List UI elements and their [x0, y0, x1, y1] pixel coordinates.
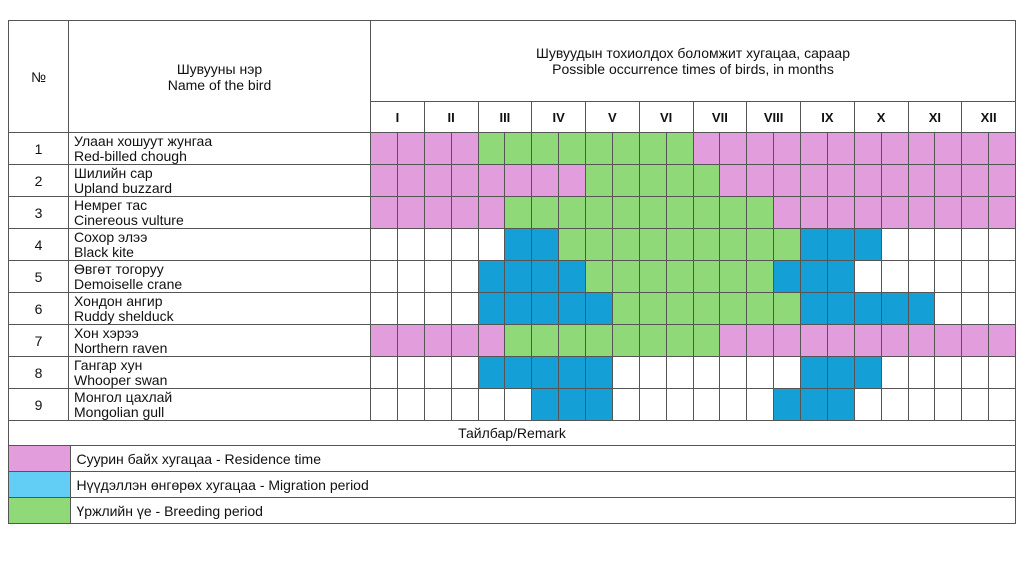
occurrence-cell	[747, 261, 774, 293]
occurrence-cell	[747, 357, 774, 389]
occurrence-cell	[827, 229, 854, 261]
occurrence-cell	[639, 229, 666, 261]
occurrence-cell	[451, 229, 478, 261]
occurrence-cell	[774, 229, 801, 261]
occurrence-cell	[854, 293, 881, 325]
bird-number: 3	[9, 197, 69, 229]
occurrence-cell	[612, 133, 639, 165]
occurrence-cell	[908, 229, 935, 261]
occurrence-cell	[666, 261, 693, 293]
occurrence-cell	[478, 261, 505, 293]
occurrence-cell	[559, 197, 586, 229]
occurrence-cell	[371, 293, 398, 325]
occurrence-cell	[720, 357, 747, 389]
occurrence-cell	[720, 325, 747, 357]
occurrence-cell	[451, 197, 478, 229]
occurrence-cell	[586, 325, 613, 357]
bird-name-en: Mongolian gull	[74, 403, 165, 420]
bird-name-en: Northern raven	[74, 339, 168, 356]
occurrence-cell	[962, 133, 989, 165]
occurrence-cell	[801, 197, 828, 229]
occurrence-cell	[505, 357, 532, 389]
occurrence-cell	[962, 325, 989, 357]
occurrence-cell	[371, 133, 398, 165]
occurrence-cell	[451, 389, 478, 421]
bird-row	[9, 229, 1016, 261]
occurrence-cell	[532, 165, 559, 197]
occurrence-cell	[693, 325, 720, 357]
occurrence-cell	[962, 165, 989, 197]
occurrence-cell	[989, 165, 1016, 197]
occurrence-cell	[881, 165, 908, 197]
occurrence-cell	[747, 197, 774, 229]
occurrence-cell	[397, 133, 424, 165]
occurrence-cell	[397, 229, 424, 261]
bird-row	[9, 133, 1016, 165]
bird-name-mn: Немрег тас	[74, 196, 148, 213]
bird-row	[9, 389, 1016, 421]
bird-name-mn: Гангар хун	[74, 356, 143, 373]
month-header: X	[854, 102, 908, 133]
occurrence-cell	[774, 197, 801, 229]
occurrence-cell	[612, 325, 639, 357]
occurrence-cell	[666, 197, 693, 229]
occurrence-cell	[935, 293, 962, 325]
occurrence-cell	[854, 389, 881, 421]
occurrence-cell	[612, 293, 639, 325]
occurrence-cell	[612, 229, 639, 261]
occurrence-cell	[801, 261, 828, 293]
occurrence-cell	[505, 197, 532, 229]
bird-name-header: Шувууны нэр Name of the bird	[69, 21, 371, 133]
occurrence-cell	[612, 197, 639, 229]
bird-name	[69, 325, 371, 357]
bird-row	[9, 357, 1016, 389]
occurrence-cell	[827, 197, 854, 229]
bird-row	[9, 325, 1016, 357]
occurrence-cell	[612, 389, 639, 421]
occurrence-cell	[478, 229, 505, 261]
occurrence-cell	[827, 261, 854, 293]
occurrence-cell	[774, 261, 801, 293]
occurrence-cell	[827, 357, 854, 389]
occurrence-cell	[774, 389, 801, 421]
occurrence-cell	[639, 389, 666, 421]
occurrence-cell	[935, 389, 962, 421]
occurrence-cell	[774, 133, 801, 165]
month-header: VIII	[747, 102, 801, 133]
occurrence-cell	[693, 261, 720, 293]
remark-title: Тайлбар/Remark	[9, 421, 1016, 446]
occurrence-cell	[854, 261, 881, 293]
occurrence-cell	[559, 293, 586, 325]
occurrence-cell	[854, 133, 881, 165]
month-header: XII	[962, 102, 1016, 133]
occurrence-cell	[881, 357, 908, 389]
occurrence-cell	[666, 325, 693, 357]
bird-number: 9	[9, 389, 69, 421]
occurrence-cell	[478, 133, 505, 165]
occurrence-cell	[451, 261, 478, 293]
occurrence-cell	[881, 293, 908, 325]
occurrence-cell	[559, 357, 586, 389]
occurrence-cell	[989, 261, 1016, 293]
occurrence-cell	[532, 389, 559, 421]
occurrence-cell	[424, 229, 451, 261]
bird-name-en: Black kite	[74, 243, 134, 260]
occurrence-cell	[451, 325, 478, 357]
bird-row	[9, 165, 1016, 197]
occurrence-cell	[505, 229, 532, 261]
bird-number: 1	[9, 133, 69, 165]
occurrence-cell	[371, 165, 398, 197]
bird-row	[9, 261, 1016, 293]
occurrence-cell	[747, 389, 774, 421]
occurrence-cell	[801, 389, 828, 421]
occurrence-cell	[962, 197, 989, 229]
occurrence-cell	[747, 229, 774, 261]
occurrence-cell	[639, 261, 666, 293]
occurrence-cell	[478, 293, 505, 325]
occurrence-cell	[559, 325, 586, 357]
occurrence-cell	[559, 261, 586, 293]
occurrence-cell	[505, 261, 532, 293]
occurrence-cell	[720, 389, 747, 421]
occurrence-cell	[962, 389, 989, 421]
month-header: IV	[532, 102, 586, 133]
occurrence-cell	[801, 133, 828, 165]
occurrence-cell	[424, 133, 451, 165]
occurrence-cell	[962, 293, 989, 325]
occurrence-cell	[371, 325, 398, 357]
occurrence-cell	[424, 325, 451, 357]
occurrence-cell	[908, 165, 935, 197]
occurrence-cell	[586, 293, 613, 325]
occurrence-cell	[720, 229, 747, 261]
bird-name	[69, 197, 371, 229]
occurrence-cell	[559, 229, 586, 261]
occurrence-cell	[532, 325, 559, 357]
occurrence-cell	[532, 293, 559, 325]
occurrence-cell	[397, 197, 424, 229]
bird-name	[69, 133, 371, 165]
occurrence-cell	[505, 389, 532, 421]
bird-number: 2	[9, 165, 69, 197]
occurrence-cell	[774, 293, 801, 325]
occurrence-cell	[559, 165, 586, 197]
occurrence-cell	[935, 229, 962, 261]
occurrence-cell	[505, 293, 532, 325]
occurrence-cell	[989, 229, 1016, 261]
legend-swatch-breeding	[9, 498, 70, 523]
bird-number: 5	[9, 261, 69, 293]
month-header: VI	[639, 102, 693, 133]
occurrence-cell	[371, 389, 398, 421]
occurrence-cell	[720, 165, 747, 197]
occurrence-cell	[881, 389, 908, 421]
bird-name-mn: Шилийн сар	[74, 164, 153, 181]
occurrence-cell	[747, 133, 774, 165]
occurrence-cell	[424, 389, 451, 421]
legend-swatch-migration	[9, 472, 70, 497]
occurrence-cell	[989, 325, 1016, 357]
occurrence-cell	[424, 293, 451, 325]
occurrence-cell	[666, 293, 693, 325]
occurrence-cell	[639, 325, 666, 357]
occurrence-cell	[397, 165, 424, 197]
occurrence-cell	[639, 197, 666, 229]
occurrence-cell	[747, 325, 774, 357]
occurrence-cell	[720, 261, 747, 293]
occurrence-cell	[935, 197, 962, 229]
occurrence-cell	[854, 357, 881, 389]
bird-name-mn: Монгол цахлай	[74, 388, 173, 405]
bird-name-mn: Хондон ангир	[74, 292, 163, 309]
occurrence-cell	[532, 229, 559, 261]
occurrence-cell	[908, 325, 935, 357]
occurrence-cell	[586, 165, 613, 197]
bird-name-mn: Сохор элээ	[74, 228, 148, 245]
occurrence-cell	[989, 357, 1016, 389]
occurrence-cell	[720, 133, 747, 165]
occurrence-cell	[639, 293, 666, 325]
occurrence-cell	[747, 293, 774, 325]
occurrence-cell	[532, 133, 559, 165]
month-header: XI	[908, 102, 962, 133]
occurrence-cell	[586, 197, 613, 229]
occurrence-cell	[774, 325, 801, 357]
bird-name	[69, 357, 371, 389]
month-header: VII	[693, 102, 747, 133]
bird-number: 8	[9, 357, 69, 389]
occurrence-cell	[586, 229, 613, 261]
occurrence-cell	[854, 325, 881, 357]
occurrence-cell	[720, 197, 747, 229]
occurrence-cell	[505, 165, 532, 197]
occurrence-period-header: Шувуудын тохиолдох боломжит хугацаа, сараар Possible occurrence times of birds, in months	[371, 21, 1016, 102]
occurrence-cell	[827, 133, 854, 165]
legend-label-migration: Нүүдэллэн өнгөрөх хугацаа - Migration period	[76, 476, 369, 493]
occurrence-cell	[908, 197, 935, 229]
occurrence-cell	[639, 357, 666, 389]
occurrence-cell	[935, 133, 962, 165]
occurrence-cell	[612, 357, 639, 389]
occurrence-cell	[424, 357, 451, 389]
occurrence-cell	[881, 197, 908, 229]
occurrence-cell	[962, 229, 989, 261]
occurrence-cell	[801, 229, 828, 261]
occurrence-cell	[908, 293, 935, 325]
occurrence-cell	[693, 165, 720, 197]
occurrence-cell	[397, 261, 424, 293]
occurrence-cell	[827, 325, 854, 357]
occurrence-cell	[586, 357, 613, 389]
occurrence-cell	[397, 293, 424, 325]
bird-name-en: Cinereous vulture	[74, 211, 184, 228]
occurrence-cell	[666, 165, 693, 197]
occurrence-cell	[854, 165, 881, 197]
occurrence-cell	[854, 229, 881, 261]
occurrence-cell	[478, 325, 505, 357]
occurrence-cell	[532, 261, 559, 293]
occurrence-cell	[693, 133, 720, 165]
occurrence-cell	[371, 229, 398, 261]
occurrence-cell	[935, 357, 962, 389]
occurrence-cell	[666, 389, 693, 421]
bird-name-en: Demoiselle crane	[74, 275, 183, 292]
occurrence-cell	[989, 389, 1016, 421]
occurrence-cell	[424, 165, 451, 197]
occurrence-cell	[801, 357, 828, 389]
occurrence-cell	[451, 293, 478, 325]
occurrence-cell	[559, 389, 586, 421]
month-header: I	[371, 102, 425, 133]
occurrence-cell	[693, 229, 720, 261]
bird-name-en: Upland buzzard	[74, 179, 173, 196]
occurrence-cell	[612, 165, 639, 197]
bird-name	[69, 229, 371, 261]
occurrence-cell	[451, 165, 478, 197]
occurrence-cell	[801, 165, 828, 197]
occurrence-cell	[774, 357, 801, 389]
occurrence-cell	[586, 389, 613, 421]
occurrence-cell	[451, 357, 478, 389]
occurrence-cell	[935, 261, 962, 293]
occurrence-cell	[962, 261, 989, 293]
occurrence-cell	[693, 293, 720, 325]
occurrence-cell	[666, 357, 693, 389]
occurrence-cell	[962, 357, 989, 389]
bird-calendar-table	[8, 20, 1015, 524]
occurrence-cell	[424, 261, 451, 293]
month-header: II	[424, 102, 478, 133]
occurrence-cell	[827, 165, 854, 197]
occurrence-cell	[827, 389, 854, 421]
occurrence-cell	[881, 325, 908, 357]
occurrence-cell	[693, 197, 720, 229]
occurrence-cell	[693, 357, 720, 389]
bird-name-mn: Өвгөт тогоруу	[74, 260, 164, 277]
occurrence-cell	[612, 261, 639, 293]
bird-name	[69, 293, 371, 325]
occurrence-cell	[801, 325, 828, 357]
occurrence-cell	[505, 325, 532, 357]
occurrence-cell	[801, 293, 828, 325]
bird-name	[69, 389, 371, 421]
occurrence-cell	[989, 133, 1016, 165]
bird-number: 4	[9, 229, 69, 261]
occurrence-cell	[908, 133, 935, 165]
bird-name-en: Whooper swan	[74, 371, 168, 388]
occurrence-cell	[451, 133, 478, 165]
occurrence-cell	[478, 389, 505, 421]
month-header: III	[478, 102, 532, 133]
occurrence-cell	[586, 133, 613, 165]
occurrence-cell	[908, 389, 935, 421]
month-header: IX	[801, 102, 855, 133]
occurrence-cell	[505, 133, 532, 165]
bird-row	[9, 197, 1016, 229]
occurrence-cell	[908, 357, 935, 389]
bird-number: 7	[9, 325, 69, 357]
occurrence-cell	[371, 357, 398, 389]
occurrence-cell	[989, 197, 1016, 229]
occurrence-cell	[397, 389, 424, 421]
occurrence-cell	[881, 261, 908, 293]
occurrence-cell	[827, 293, 854, 325]
occurrence-cell	[532, 357, 559, 389]
occurrence-cell	[559, 133, 586, 165]
occurrence-cell	[478, 357, 505, 389]
occurrence-cell	[989, 293, 1016, 325]
bird-name-en: Red-billed chough	[74, 147, 187, 164]
occurrence-cell	[397, 325, 424, 357]
occurrence-cell	[935, 165, 962, 197]
occurrence-cell	[666, 229, 693, 261]
legend-label-residence: Суурин байх хугацаа - Residence time	[76, 450, 321, 467]
number-header: №	[9, 21, 69, 133]
occurrence-cell	[881, 133, 908, 165]
bird-number: 6	[9, 293, 69, 325]
occurrence-cell	[693, 389, 720, 421]
occurrence-cell	[881, 229, 908, 261]
legend-label-breeding: Үржлийн үе - Breeding period	[76, 502, 263, 519]
occurrence-cell	[908, 261, 935, 293]
occurrence-cell	[478, 197, 505, 229]
occurrence-cell	[532, 197, 559, 229]
occurrence-cell	[397, 357, 424, 389]
bird-row	[9, 293, 1016, 325]
occurrence-cell	[747, 165, 774, 197]
bird-name	[69, 165, 371, 197]
occurrence-cell	[424, 197, 451, 229]
occurrence-cell	[639, 165, 666, 197]
occurrence-cell	[935, 325, 962, 357]
occurrence-cell	[720, 293, 747, 325]
legend-swatch-residence	[9, 446, 70, 471]
occurrence-cell	[774, 165, 801, 197]
occurrence-cell	[586, 261, 613, 293]
bird-name-mn: Хон хэрээ	[74, 324, 139, 341]
month-header: V	[586, 102, 640, 133]
bird-name-mn: Улаан хошуут жунгаа	[74, 132, 213, 149]
bird-name-en: Ruddy shelduck	[74, 307, 174, 324]
occurrence-cell	[371, 197, 398, 229]
occurrence-cell	[371, 261, 398, 293]
occurrence-cell	[854, 197, 881, 229]
occurrence-cell	[639, 133, 666, 165]
bird-name	[69, 261, 371, 293]
occurrence-cell	[666, 133, 693, 165]
occurrence-cell	[478, 165, 505, 197]
